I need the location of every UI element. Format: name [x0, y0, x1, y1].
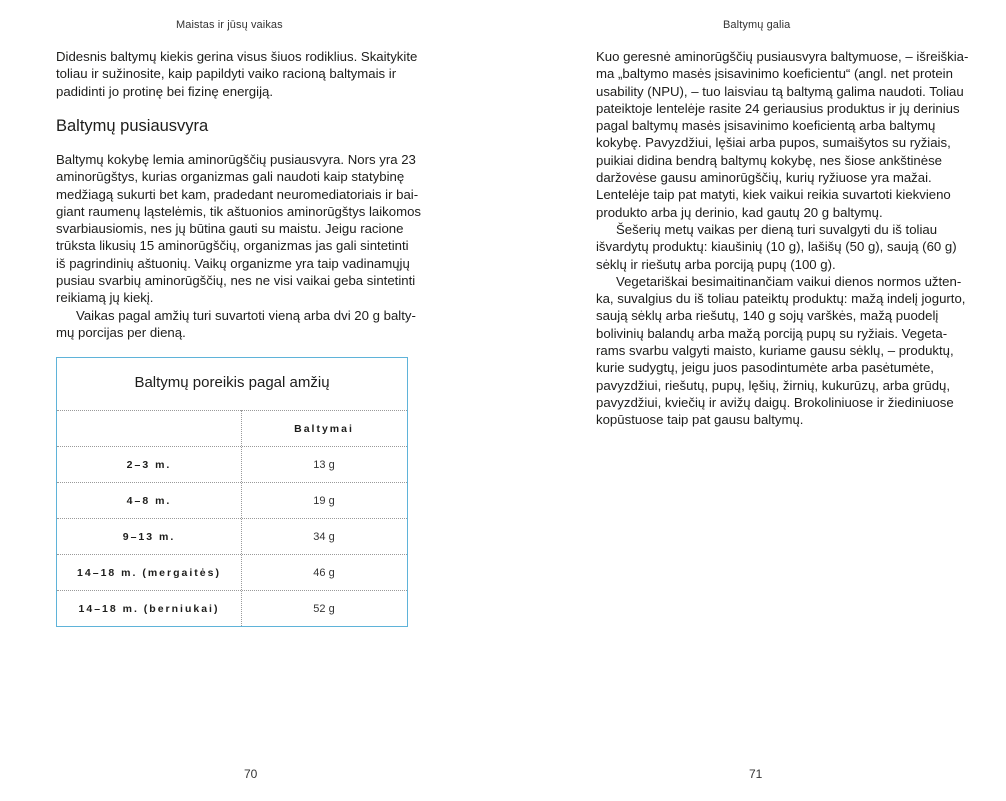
table-row — [57, 447, 407, 483]
body-paragraph — [56, 151, 421, 341]
text-line: Šešerių metų vaikas per dieną turi suvalgyti du iš toliau — [616, 221, 938, 237]
column-header-protein: Baltymai — [294, 423, 354, 435]
text-line: svarbiausiomis, nes jų būtina gauti su maistu. Jeigu racione — [56, 221, 404, 237]
text-line: usability (NPU), – tuo laisviau tą baltymą galima naudoti. Toliau — [596, 83, 964, 99]
text-line: toliau ir sužinosite, kaip papildyti vaiko racioną baltymais ir — [56, 66, 397, 82]
table-row — [57, 555, 407, 591]
text-line: Lentelėje taip pat matyti, kiek vaikui reikia suvartoti kiekvieno — [596, 187, 951, 203]
text-line: saują sėklų arba riešutų, 140 g sojų varškės, mažą puodelį — [596, 308, 939, 324]
text-line: Didesnis baltymų kiekis gerina visus šiuos rodiklius. Skaitykite — [56, 49, 418, 64]
text-line: padidinti jo protinę bei fizinę energiją. — [56, 83, 274, 99]
running-head: Maistas ir jūsų vaikas — [176, 19, 283, 31]
text-line: daržovėse gausu aminorūgščių, kurių ryžiuose yra mažai. — [596, 170, 932, 186]
text-line: aminorūgštys, kurias organizmas gali naudoti kaip statybinę — [56, 169, 405, 185]
protein-cell: 19 g — [313, 495, 335, 507]
text-line: pavyzdžiui, riešutų, pupų, lęšių, žirnių, kukurūzų, arba grūdų, — [596, 377, 951, 393]
age-cell: 14–18 m. (mergaitės) — [77, 567, 221, 579]
text-line: Vegetariškai besimaitinančiam vaikui dienos normos užten- — [616, 273, 962, 289]
text-line: pateiktoje lentelėje rasite 24 geriausius produktus ir jų derinius — [596, 100, 960, 116]
table-row — [57, 519, 407, 555]
text-line: trūksta likusių 15 aminorūgščių, organizmas jas gali sintetinti — [56, 238, 409, 254]
text-line: kurie sudygtų, jeigu juos pasodintumėte arba pasėtumėte, — [596, 360, 934, 376]
protein-cell: 34 g — [313, 531, 335, 543]
text-line: kopūstuose taip pat gausu baltymų. — [596, 412, 804, 428]
table-title: Baltymų poreikis pagal amžių — [134, 374, 330, 391]
text-line: rams svarbu valgyti maisto, kuriame gausu sėklų, – produktų, — [596, 343, 954, 359]
text-line: ma „baltymo masės įsisavinimo koeficientu“ (angl. net protein — [596, 66, 953, 82]
protein-cell: 46 g — [313, 567, 335, 579]
text-line: Vaikas pagal amžių turi suvartoti vieną arba dvi 20 g balty- — [76, 307, 416, 323]
text-line: iš pagrindinių aštuonių. Vaikų organizme yra taip vadinamųjų — [56, 255, 410, 271]
text-line: Kuo geresnė aminorūgščių pusiausvyra baltymuose, – išreiškia- — [596, 49, 969, 64]
text-line: pusiau svarbių aminorūgščių, nes ne visi vaikai geba sintetinti — [56, 273, 416, 289]
text-line: pagal baltymų masės įsisavinimo koeficientą arba baltymų — [596, 118, 936, 134]
text-line: medžiagą sukurti bet kam, pradedant neuromediatoriais ir bai- — [56, 186, 419, 202]
protein-needs-table — [56, 357, 408, 627]
page-number: 71 — [749, 767, 763, 781]
section-heading: Baltymų pusiausvyra — [56, 117, 209, 135]
table-row — [57, 483, 407, 519]
text-line: Baltymų kokybę lemia aminorūgščių pusiausvyra. Nors yra 23 — [56, 152, 416, 167]
text-line: pavyzdžiui, kviečių ir avižų daigų. Brokoliniuose ir žiediniuose — [596, 394, 954, 410]
text-line: sėklų ir riešutų arba porciją pupų (100 g). — [596, 256, 836, 272]
text-line: reikiamą jų kiekį. — [56, 290, 154, 306]
body-paragraph — [596, 48, 968, 429]
age-cell: 9–13 m. — [122, 531, 176, 543]
protein-cell: 13 g — [313, 459, 335, 471]
age-cell: 14–18 m. (berniukai) — [78, 603, 220, 615]
text-line: ka, suvalgius du iš toliau pateiktų produktų: mažą indelį jogurto, — [596, 291, 966, 307]
intro-paragraph — [56, 48, 417, 100]
right-page — [503, 0, 1006, 801]
text-line: mų porcijas per dieną. — [56, 324, 186, 340]
table-header-row — [57, 411, 407, 447]
age-cell: 4–8 m. — [126, 495, 172, 507]
running-head: Baltymų galia — [723, 19, 791, 31]
age-cell: 2–3 m. — [126, 459, 172, 471]
text-line: bolivinių balandų arba mažą porciją pupų su ryžiais. Vegeta- — [596, 325, 948, 341]
table-row — [57, 591, 407, 627]
text-line: produkto arba jų derinio, kad gautų 20 g baltymų. — [596, 204, 883, 220]
text-line: giant raumenų ląstelėmis, tik aštuonios aminorūgštys laikomos — [56, 203, 422, 219]
text-line: puikiai didina bendrą baltymų kokybę, nes šiose ankštinėse — [596, 152, 943, 168]
protein-cell: 52 g — [313, 603, 335, 615]
text-line: kokybę. Pavyzdžiui, lęšiai arba pupos, sumaišytos su ryžiais, — [596, 135, 951, 151]
text-line: išvardytų produktų: kiaušinių (10 g), lašišų (50 g), saują (60 g) — [596, 239, 957, 255]
page-number: 70 — [244, 767, 258, 781]
